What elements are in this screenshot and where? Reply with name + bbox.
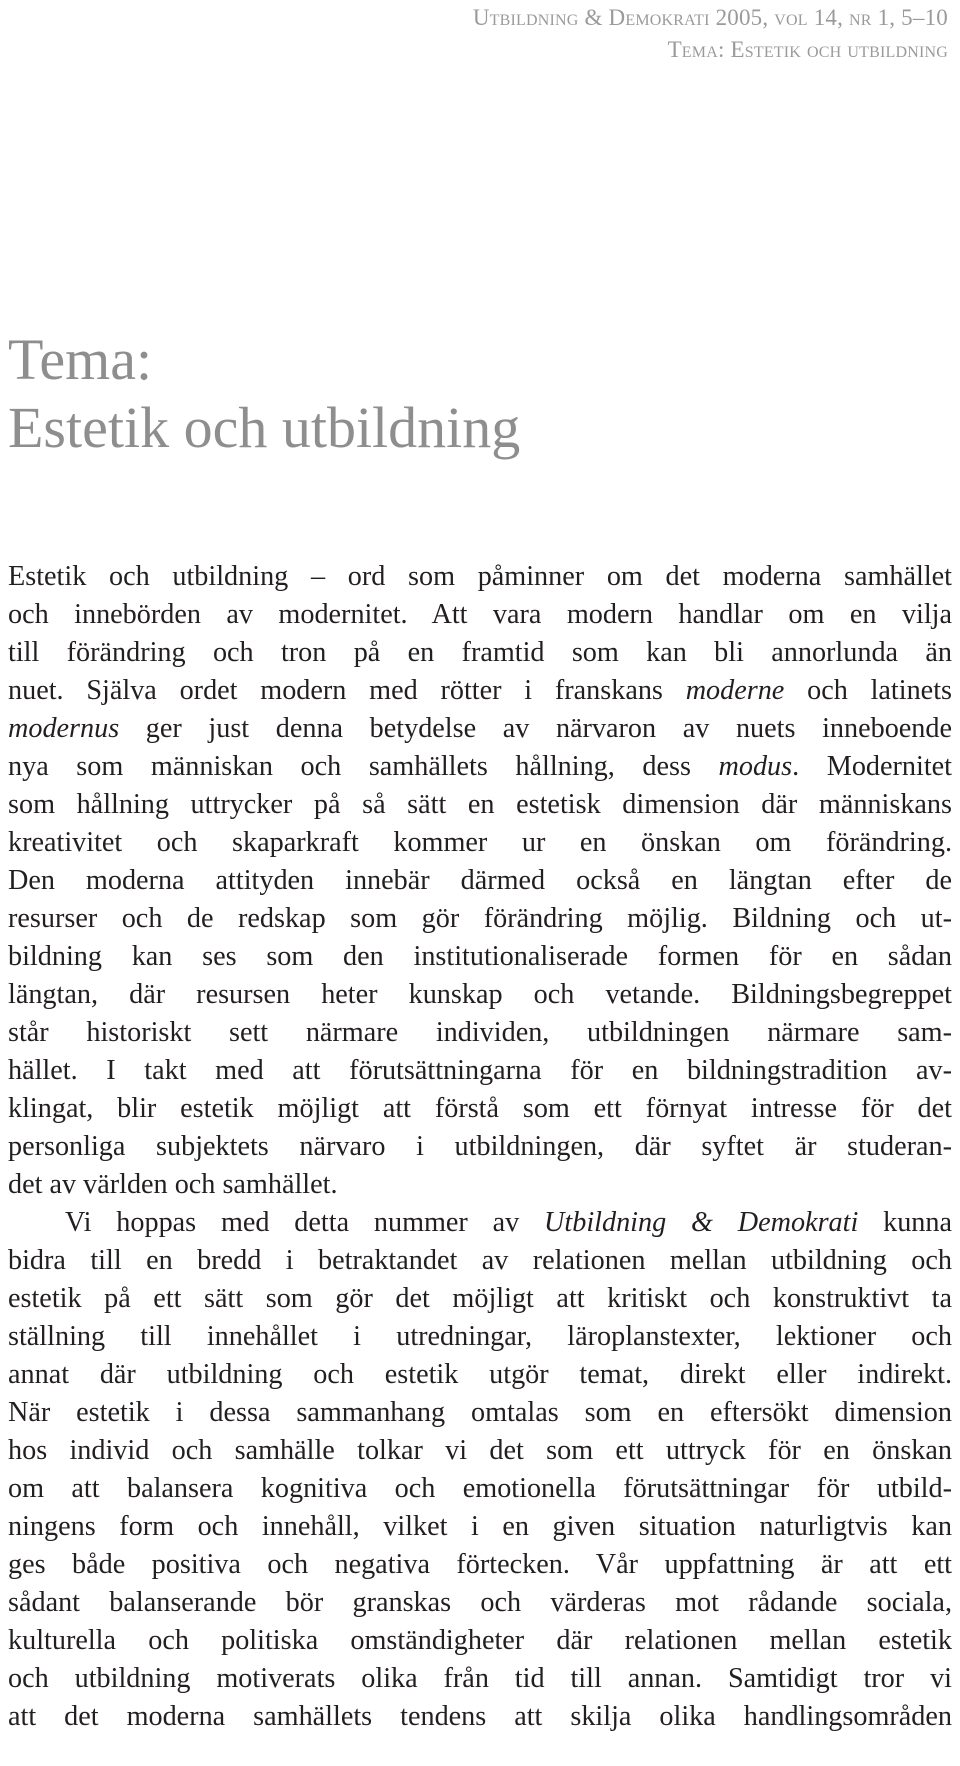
text-line bbox=[8, 710, 952, 748]
journal-citation: Utbildning & Demokrati 2005, vol 14, nr 1, 5–10 bbox=[472, 5, 948, 30]
text-line: och innebörden av modernitet. Att vara modern handlar om en vilja bbox=[8, 599, 952, 630]
text-line: När estetik i dessa sammanhang omtalas som en eftersökt dimension bbox=[8, 1397, 952, 1428]
text-line: det av världen och samhället. bbox=[8, 1169, 338, 1200]
text-line: estetik på ett sätt som gör det möjligt att kritiskt och konstruktivt ta bbox=[8, 1283, 952, 1314]
paragraph-2 bbox=[8, 1204, 952, 1736]
text-line: sådant balanserande bör granskas och värderas mot rådande sociala, bbox=[8, 1587, 952, 1618]
text-line: annat där utbildning och estetik utgör temat, direkt eller indirekt. bbox=[8, 1359, 952, 1390]
text-line: bidra till en bredd i betraktandet av relationen mellan utbildning och bbox=[8, 1245, 952, 1276]
theme-running-title: Tema: Estetik och utbildning bbox=[667, 37, 948, 62]
text-line: Den moderna attityden innebär därmed också en längtan efter de bbox=[8, 865, 952, 896]
italic-term: moderne bbox=[685, 675, 785, 706]
text-line: att det moderna samhällets tendens att skilja olika handlingsområden bbox=[8, 1701, 952, 1732]
text-line bbox=[8, 1204, 952, 1242]
text-run: Vi hoppas med detta nummer av bbox=[65, 1207, 545, 1238]
text-line: hället. I takt med att förutsättningarna för en bildningstradition av- bbox=[8, 1055, 952, 1086]
journal-name: Utbildning & Demokrati bbox=[544, 1207, 859, 1238]
text-line: kulturella och politiska omständigheter där relationen mellan estetik bbox=[8, 1625, 952, 1656]
text-line: bildning kan ses som den institutionaliserade formen för en sådan bbox=[8, 941, 952, 972]
text-line bbox=[8, 672, 952, 710]
text-line: om att balansera kognitiva och emotionella förutsättningar för utbild- bbox=[8, 1473, 952, 1504]
paragraph-1 bbox=[8, 558, 952, 1204]
text-line: ningens form och innehåll, vilket i en given situation naturligtvis kan bbox=[8, 1511, 952, 1542]
text-line: står historiskt sett närmare individen, utbildningen närmare sam- bbox=[8, 1017, 952, 1048]
text-line: klingat, blir estetik möjligt att förstå som ett förnyat intresse för det bbox=[8, 1093, 952, 1124]
text-line: och utbildning motiverats olika från tid till annan. Samtidigt tror vi bbox=[8, 1663, 952, 1694]
text-line: personliga subjektets närvaro i utbildningen, där syftet är studeran- bbox=[8, 1131, 952, 1162]
text-line: ställning till innehållet i utredningar, läroplanstexter, lektioner och bbox=[8, 1321, 952, 1352]
text-line: resurser och de redskap som gör förändring möjlig. Bildning och ut- bbox=[8, 903, 952, 934]
italic-term: modernus bbox=[8, 713, 120, 744]
text-run: nuet. Själva ordet modern med rötter i franskans bbox=[8, 675, 686, 706]
text-line: som hållning uttrycker på så sätt en estetisk dimension där människans bbox=[8, 789, 952, 820]
text-line: Estetik och utbildning – ord som påminner om det moderna samhället bbox=[8, 561, 952, 592]
running-head bbox=[473, 2, 948, 66]
text-run: ger just denna betydelse av närvaron av nuets inneboende bbox=[119, 713, 952, 744]
page-title bbox=[8, 326, 520, 462]
text-line: ges både positiva och negativa förtecken. Vår uppfattning är att ett bbox=[8, 1549, 952, 1580]
title-line-1: Tema: bbox=[8, 327, 153, 392]
text-run: och latinets bbox=[784, 675, 952, 706]
text-run: . Modernitet bbox=[792, 751, 952, 782]
text-run: kunna bbox=[858, 1207, 952, 1238]
text-line: till förändring och tron på en framtid som kan bli annorlunda än bbox=[8, 637, 952, 668]
title-line-2: Estetik och utbildning bbox=[8, 395, 521, 460]
article-body bbox=[8, 558, 952, 1736]
italic-term: modus bbox=[718, 751, 793, 782]
text-line: hos individ och samhälle tolkar vi det som ett uttryck för en önskan bbox=[8, 1435, 952, 1466]
text-run: nya som människan och samhällets hållning, dess bbox=[8, 751, 719, 782]
text-line: längtan, där resursen heter kunskap och vetande. Bildningsbegreppet bbox=[8, 979, 952, 1010]
text-line bbox=[8, 748, 952, 786]
text-line: kreativitet och skaparkraft kommer ur en önskan om förändring. bbox=[8, 827, 952, 858]
